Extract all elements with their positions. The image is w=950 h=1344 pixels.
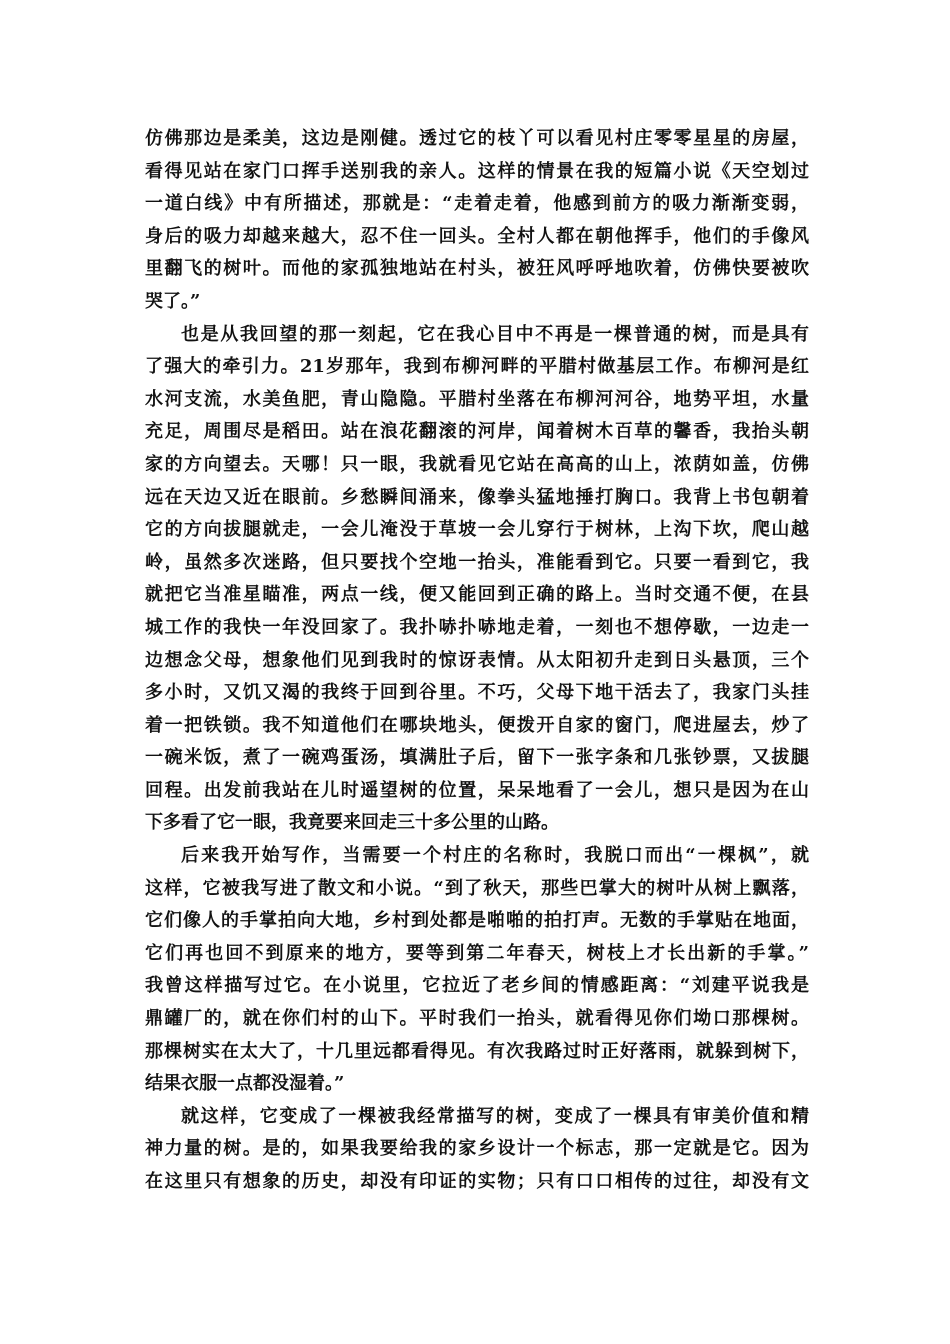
text-line: 结果衣服一点都没湿着。” [145,1073,345,1095]
text-line: 城工作的我快一年没回家了。我扑哧扑哧地走着，一刻也不想停歇，一边走一 [145,616,809,638]
text-line: 身后的吸力却越来越大，忍不住一回头。全村人都在朝他挥手，他们的手像风 [145,225,809,247]
text-line: 它的方向拔腿就走，一会儿淹没于草坡一会儿穿行于树林，上沟下坎，爬山越 [145,519,809,541]
text-line: 我曾这样描写过它。在小说里，它拉近了老乡间的情感距离：“刘建平说我是 [145,975,809,997]
paragraph-first-line: 也是从我回望的那一刻起，它在我心目中不再是一棵普通的树，而是具有 [181,323,809,345]
paragraph-first-line: 后来我开始写作，当需要一个村庄的名称时，我脱口而出“一棵枫”，就 [181,845,809,867]
text-line: 着一把铁锁。我不知道他们在哪块地头，便拨开自家的窗门，爬进屋去，炒了 [145,714,809,736]
text-line: 充足，周围尽是稻田。站在浪花翻滚的河岸，闻着树木百草的馨香，我抬头朝 [145,421,809,443]
text-line: 在这里只有想象的历史，却没有印证的实物；只有口口相传的过往，却没有文 [145,1171,809,1192]
text-line: 鼎罐厂的，就在你们村的山下。平时我们一抬头，就看得见你们坳口那棵树。 [145,1008,809,1030]
paragraph-first-line: 就这样，它变成了一棵被我经常描写的树，变成了一棵具有审美价值和精 [181,1105,809,1127]
text-line: 远在天边又近在眼前。乡愁瞬间涌来，像拳头猛地捶打胸口。我背上书包朝着 [145,486,809,508]
text-line: 一道白线》中有所描述，那就是：“走着走着，他感到前方的吸力渐渐变弱， [145,193,809,215]
text-line: 就把它当准星瞄准，两点一线，便又能回到正确的路上。当时交通不便，在县 [145,584,809,606]
text-line: 仿佛那边是柔美，这边是刚健。透过它的枝丫可以看见村庄零零星星的房屋， [145,128,809,149]
text-line: 一碗米饭，煮了一碗鸡蛋汤，填满肚子后，留下一张字条和几张钞票，又拔腿 [145,747,809,769]
text-line: 了强大的牵引力。21岁那年，我到布柳河畔的平腊村做基层工作。布柳河是红 [145,356,809,378]
text-line: 岭，虽然多次迷路，但只要找个空地一抬头，准能看到它。只要一看到它，我 [145,551,809,573]
text-line: 边想念父母，想象他们见到我时的惊讶表情。从太阳初升走到日头悬顶，三个 [145,649,809,671]
text-line: 回程。出发前我站在儿时遥望树的位置，呆呆地看了一会儿，想只是因为在山 [145,779,809,801]
text-line: 水河支流，水美鱼肥，青山隐隐。平腊村坐落在布柳河河谷，地势平坦，水量 [145,388,809,410]
text-line: 那棵树实在太大了，十几里远都看得见。有次我路过时正好落雨，就躲到树下， [145,1040,809,1062]
text-line: 神力量的树。是的，如果我要给我的家乡设计一个标志，那一定就是它。因为 [145,1138,809,1160]
text-line: 它们像人的手掌拍向大地，乡村到处都是啪啪的拍打声。无数的手掌贴在地面， [145,910,809,932]
text-line: 它们再也回不到原来的地方，要等到第二年春天，树枝上才长出新的手掌。” [145,942,809,964]
text-line: 哭了。” [145,290,201,312]
text-line: 家的方向望去。天哪！只一眼，我就看见它站在高高的山上，浓荫如盖，仿佛 [145,453,809,475]
text-line: 看得见站在家门口挥手送别我的亲人。这样的情景在我的短篇小说《天空划过 [145,160,809,182]
text-line: 里翻飞的树叶。而他的家孤独地站在村头，被狂风呼呼地吹着，仿佛快要被吹 [145,258,809,280]
body-text [145,123,809,1199]
text-line: 下多看了它一眼，我竟要来回走三十多公里的山路。 [145,812,559,834]
text-line: 这样，它被我写进了散文和小说。“到了秋天，那些巴掌大的树叶从树上飘落， [145,877,809,899]
text-line: 多小时，又饥又渴的我终于回到谷里。不巧，父母下地干活去了，我家门头挂 [145,682,809,704]
